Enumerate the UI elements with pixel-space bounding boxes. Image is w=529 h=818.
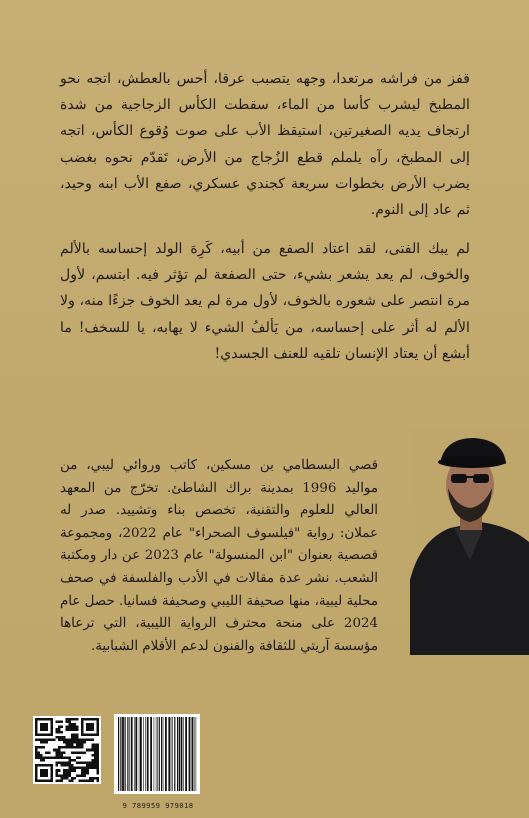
isbn-barcode: [114, 714, 200, 794]
qr-code: [33, 716, 101, 784]
author-bio: قصي البسطامي بن مسكين، كاتب وروائي ليبي، من مواليد 1996 بمدينة براك الشاطئ. تخرّج من المعهد العالي للعلوم والتقنية، تخصص بناء وتشييد. صدر له عملان: رواية "فيلسوف الصحراء" عام 2022، ومجموعة قصصية بعنوان "ابن المنسولة" عام 2023 عن دار ومكتبة الشعب. نشر عدة مقالات في الأدب والفلسفة في صحف محلية ليبية، منها صحيفة الليبي وصحيفة فسانيا. حصل عام 2024 على منحة محترف الرواية الليبية، التي ترعاها مؤسسة آريتي للثقافة والفنون لدعم الأقلام الشبابية.: [60, 458, 379, 654]
author-photo: [410, 430, 529, 655]
story-paragraph-2: لم يبك الفتى، لقد اعتاد الصفع من أبيه، كَرِهَ الولد إحساسه بالألم والخوف، لم يعد يشعر بشيء، حتى الصفعة لم تؤثر فيه. ابتسم، لأول مرة انتصر على شعوره بالخوف، لأول مرة لم يعد الخوف جزءًا منه، ولا الألم له أثر على إحساسه، من يَألفُ الشيء لا يهابه، يا للسخف! ما أبشع أن يعتاد الإنسان تلقيه للعنف الجسدي!: [60, 241, 470, 362]
isbn-number: 9 789959 979018: [122, 801, 194, 810]
story-paragraph-1: قفز من فراشه مرتعدا، وجهه يتصبب عرقا، أحس بالعطش، اتجه نحو المطبخ ليشرب كأسا من الماء، سقطت الكأس الزجاجية من شدة ارتجاف يديه الصغيرتين، استيقظ الأب على صوت وُقوع الكأس، اتجه إلى المطبخ، رآه يلملم قطع الزُجاج من الأرض، تَقدّم نحوه بغضب يضرب الأرض بخطوات سريعة كجندي عسكري، صفع الأب ابنه وحيد، ثم عاد إلى النوم.: [60, 71, 470, 219]
